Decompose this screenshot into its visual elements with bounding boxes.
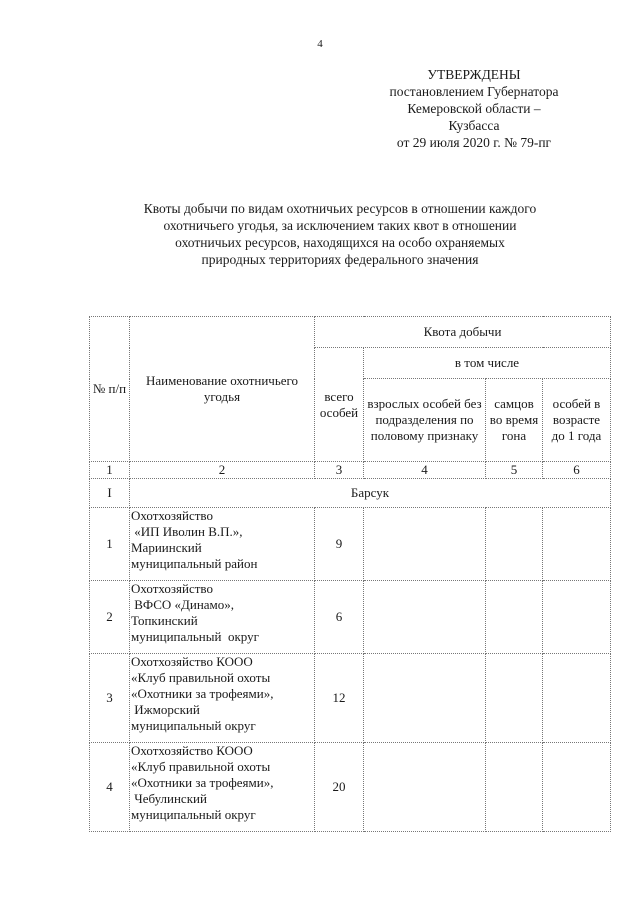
- name-line: муниципальный округ: [131, 807, 256, 822]
- column-number: 5: [486, 462, 543, 479]
- name-line: «Охотники за трофеями»,: [131, 775, 274, 790]
- adults-value: [364, 508, 486, 581]
- header-quota: Квота добычи: [315, 317, 611, 348]
- total-value: 9: [315, 508, 364, 581]
- name-line: Охотхозяйство КООО: [131, 654, 253, 669]
- column-number: 6: [543, 462, 611, 479]
- column-number: 1: [90, 462, 130, 479]
- approval-block: [360, 66, 588, 151]
- young-value: [543, 743, 611, 832]
- quota-table: [89, 316, 611, 832]
- approval-line: Кемеровской области –: [407, 101, 541, 116]
- title-line: охотничьих ресурсов, находящихся на особо охраняемых: [175, 235, 505, 250]
- young-value: [543, 581, 611, 654]
- hunting-ground-name: [130, 743, 315, 832]
- young-value: [543, 654, 611, 743]
- row-number: 1: [90, 508, 130, 581]
- section-number: I: [90, 479, 130, 508]
- name-line: Мариинский: [131, 540, 202, 555]
- hunting-ground-name: [130, 654, 315, 743]
- row-number: 4: [90, 743, 130, 832]
- column-number: 3: [315, 462, 364, 479]
- page-number: 4: [317, 38, 323, 50]
- name-line: Топкинский: [131, 613, 198, 628]
- name-line: «Клуб правильной охоты: [131, 759, 271, 774]
- males-value: [486, 581, 543, 654]
- row-number: 2: [90, 581, 130, 654]
- hunting-ground-name: [130, 581, 315, 654]
- header-name: Наименование охотничьего угодья: [130, 317, 315, 462]
- table-row: [90, 654, 611, 743]
- adults-value: [364, 581, 486, 654]
- young-value: [543, 508, 611, 581]
- total-value: 12: [315, 654, 364, 743]
- header-young: особей в возрасте до 1 года: [543, 379, 611, 462]
- name-line: Охотхозяйство: [131, 508, 213, 523]
- name-line: Ижморский: [131, 702, 200, 717]
- row-number: 3: [90, 654, 130, 743]
- table-row: [90, 743, 611, 832]
- approval-date: от 29 июля 2020 г. № 79-пг: [396, 135, 552, 150]
- title-line: Квоты добычи по видам охотничьих ресурсов в отношении каждого: [143, 201, 537, 216]
- title-line: природных территориях федерального значения: [201, 252, 479, 267]
- name-line: муниципальный округ: [131, 629, 259, 644]
- header-including: в том числе: [364, 348, 611, 379]
- name-line: ВФСО «Динамо»,: [131, 597, 235, 612]
- column-number: 2: [130, 462, 315, 479]
- approval-line: Кузбасса: [448, 118, 500, 133]
- adults-value: [364, 743, 486, 832]
- name-line: Охотхозяйство КООО: [131, 743, 253, 758]
- total-value: 6: [315, 581, 364, 654]
- name-line: муниципальный район: [131, 556, 258, 571]
- adults-value: [364, 654, 486, 743]
- males-value: [486, 743, 543, 832]
- name-line: Охотхозяйство: [131, 581, 213, 596]
- header-number: № п/п: [90, 317, 130, 462]
- column-numbers-row: [90, 462, 611, 479]
- title-line: охотничьего угодья, за исключением таких квот в отношении: [163, 218, 517, 233]
- section-row: [90, 479, 611, 508]
- approval-heading: УТВЕРЖДЕНЫ: [427, 67, 521, 82]
- name-line: муниципальный округ: [131, 718, 256, 733]
- name-line: Чебулинский: [131, 791, 207, 806]
- table-row: [90, 581, 611, 654]
- hunting-ground-name: [130, 508, 315, 581]
- males-value: [486, 654, 543, 743]
- header-total: всего особей: [315, 348, 364, 462]
- name-line: «Клуб правильной охоты: [131, 670, 271, 685]
- total-value: 20: [315, 743, 364, 832]
- table-row: [90, 508, 611, 581]
- column-number: 4: [364, 462, 486, 479]
- name-line: «ИП Иволин В.П.»,: [131, 524, 243, 539]
- approval-line: постановлением Губернатора: [389, 84, 559, 99]
- document-title: [90, 200, 590, 268]
- header-adults: взрослых особей без подразделения по половому признаку: [364, 379, 486, 462]
- name-line: «Охотники за трофеями»,: [131, 686, 274, 701]
- header-males: самцов во время гона: [486, 379, 543, 462]
- section-name: Барсук: [130, 479, 611, 508]
- males-value: [486, 508, 543, 581]
